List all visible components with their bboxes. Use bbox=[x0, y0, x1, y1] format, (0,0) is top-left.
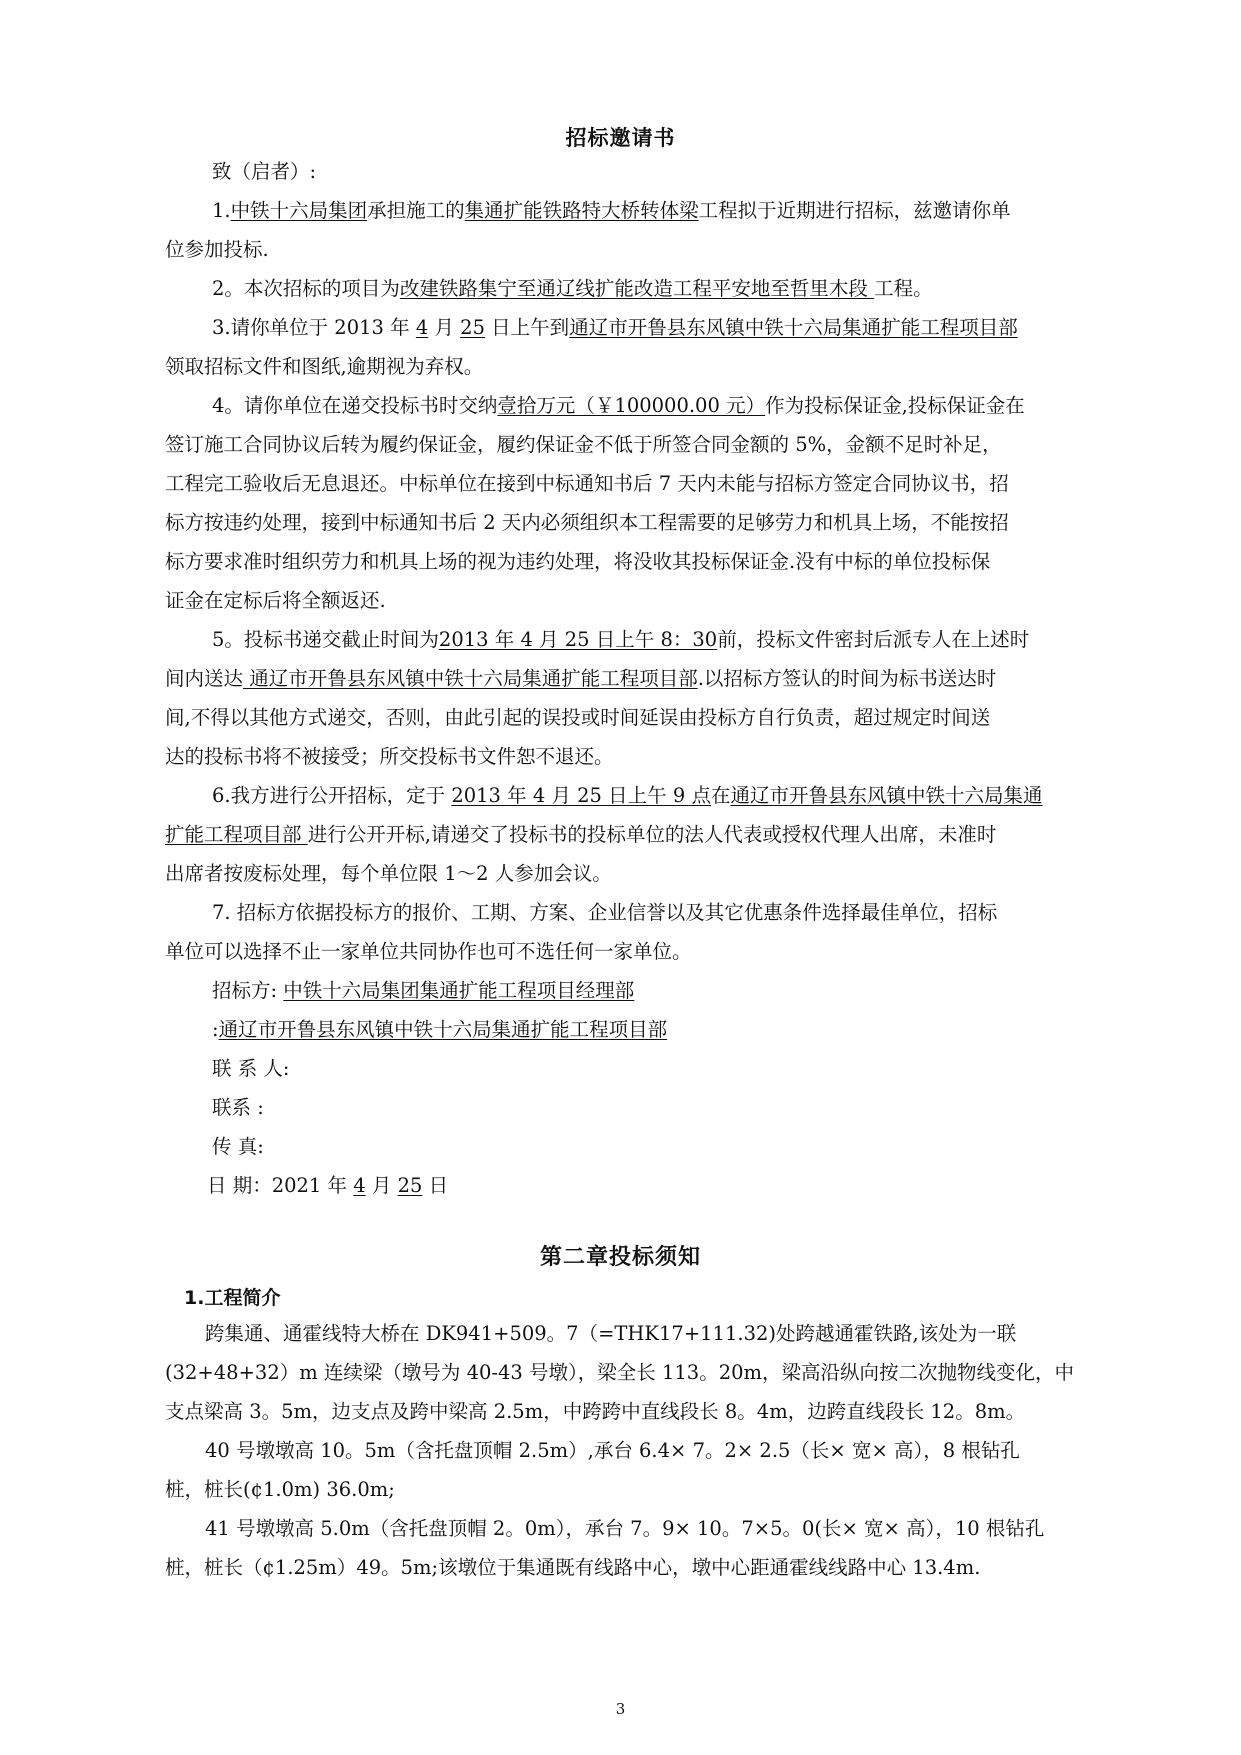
underlined-text: 通辽市开鲁县东风镇中铁十六局集通 bbox=[730, 784, 1043, 807]
text-segment: 月 bbox=[365, 1174, 398, 1197]
text-line bbox=[165, 706, 990, 730]
text-segment: 41 号墩墩高 5.0m（含托盘顶帽 2。0m），承台 7。9× 10。7×5。0(长× 宽× 高），10 根钻孔 bbox=[205, 1517, 1045, 1540]
underlined-text: 壹拾万元（￥100000.00 元） bbox=[497, 394, 766, 417]
text-line bbox=[205, 1439, 1020, 1463]
text-segment: 联系 : bbox=[212, 1096, 264, 1119]
section-title: 1.工程简介 bbox=[184, 1287, 281, 1309]
text-segment: 标方按违约处理，接到中标通知书后 2 天内必须组织本工程需要的足够劳力和机具上场，不能按招 bbox=[165, 511, 1009, 534]
underlined-text: 2013 年 4 月 25 日上午 9 点 bbox=[451, 784, 711, 807]
text-segment: 2。本次招标的项目为 bbox=[212, 277, 400, 300]
text-segment: 40 号墩墩高 10。5m（含托盘顶帽 2.5m）,承台 6.4× 7。2× 2.5（长× 宽× 高），8 根钻孔 bbox=[205, 1439, 1020, 1462]
page-number: 3 bbox=[615, 1700, 626, 1718]
text-line bbox=[212, 316, 1018, 340]
text-line bbox=[207, 1174, 448, 1198]
text-line bbox=[205, 1517, 1044, 1541]
text-segment: 承担施工的 bbox=[367, 199, 465, 222]
document-title: 招标邀请书 bbox=[565, 126, 676, 150]
text-segment: 日 期：2021 年 bbox=[207, 1174, 354, 1197]
underlined-text: 25 bbox=[397, 1174, 423, 1197]
text-segment: 跨集通、通霍线特大桥在 DK941+509。7（=THK17+111.32)处跨越通霍铁路,该处为一联 bbox=[205, 1322, 1017, 1345]
text-segment: 单位可以选择不止一家单位共同协作也可不选任何一家单位。 bbox=[165, 940, 692, 963]
text-segment: 领取招标文件和图纸,逾期视为弃权。 bbox=[165, 355, 484, 378]
text-line bbox=[165, 433, 1002, 457]
text-line bbox=[165, 511, 1009, 535]
text-line bbox=[212, 901, 997, 925]
underlined-text: 扩能工程项目部 bbox=[165, 823, 308, 846]
text-segment: 在 bbox=[710, 784, 731, 807]
text-segment: 传 真: bbox=[212, 1135, 264, 1158]
text-line bbox=[205, 1322, 1016, 1346]
text-segment: 桩，桩长（¢1.25m）49。5m;该墩位于集通既有线路中心，墩中心距通霍线线路中心 13.4m. bbox=[165, 1556, 981, 1579]
text-segment: 3.请你单位于 2013 年 bbox=[212, 316, 416, 339]
text-line bbox=[212, 979, 634, 1003]
underlined-text: 改建铁路集宁至通辽线扩能改造工程平安地至哲里木段 bbox=[399, 277, 875, 300]
text-segment: 月 bbox=[428, 316, 461, 339]
underlined-text: 集通扩能铁路特大桥转体梁 bbox=[464, 199, 699, 222]
text-segment: 位参加投标. bbox=[165, 238, 269, 261]
text-segment: 标方要求准时组织劳力和机具上场的视为违约处理，将没收其投标保证金.没有中标的单位投标保 bbox=[165, 550, 991, 573]
text-segment: 招标方: bbox=[212, 979, 284, 1002]
text-line bbox=[212, 394, 1025, 418]
text-segment: 日上午到 bbox=[484, 316, 570, 339]
text-segment: 7. 招标方依据投标方的报价、工期、方案、企业信誉以及其它优惠条件选择最佳单位，招标 bbox=[212, 901, 998, 924]
text-segment: 工程拟于近期进行招标，兹邀请你单 bbox=[698, 199, 1011, 222]
text-segment: 证金在定标后将全额返还. bbox=[165, 589, 386, 612]
text-segment: 间,不得以其他方式递交，否则，由此引起的误投或时间延误由投标方自行负责，超过规定时间送 bbox=[165, 706, 991, 729]
underlined-text: 通辽市开鲁县东风镇中铁十六局集通扩能工程项目部 bbox=[569, 316, 1018, 339]
text-line bbox=[165, 823, 996, 847]
text-segment: 致（启者）: bbox=[212, 160, 317, 183]
text-segment: 日 bbox=[422, 1174, 449, 1197]
chapter-title: 第二章投标须知 bbox=[539, 1245, 701, 1270]
text-line bbox=[165, 1361, 1074, 1385]
text-line bbox=[212, 199, 1011, 223]
text-line bbox=[165, 745, 614, 769]
text-segment: 桩，桩长(¢1.0m) 36.0m; bbox=[165, 1478, 395, 1501]
text-segment: 进行公开开标,请递交了投标书的投标单位的法人代表或授权代理人出席，未准时 bbox=[307, 823, 997, 846]
text-line bbox=[165, 355, 483, 379]
text-line bbox=[165, 1400, 1025, 1424]
text-line bbox=[165, 940, 692, 964]
underlined-text: 4 bbox=[415, 316, 429, 339]
text-segment: .以招标方签认的时间为标书送达时 bbox=[697, 667, 997, 690]
text-segment: 1. bbox=[212, 199, 231, 222]
text-segment: 工程。 bbox=[874, 277, 933, 300]
text-line bbox=[165, 1556, 980, 1580]
text-segment: 作为投标保证金,投标保证金在 bbox=[765, 394, 1025, 417]
text-segment: 4。请你单位在递交投标书时交纳 bbox=[212, 394, 498, 417]
underlined-text: 25 bbox=[460, 316, 485, 339]
text-segment: 前，投标文件密封后派专人在上述时 bbox=[717, 628, 1030, 651]
underlined-text: 通辽市开鲁县东风镇中铁十六局集通扩能工程项目部 bbox=[243, 667, 698, 690]
text-line bbox=[165, 238, 269, 262]
text-line bbox=[165, 472, 1009, 496]
text-line bbox=[212, 784, 1043, 808]
text-line bbox=[165, 667, 996, 691]
text-line bbox=[165, 589, 386, 613]
underlined-text: 2013 年 4 月 25 日上午 8：30 bbox=[438, 628, 718, 651]
text-line bbox=[165, 550, 990, 574]
text-line bbox=[212, 277, 933, 301]
underlined-text: 中铁十六局集团 bbox=[230, 199, 368, 222]
text-line bbox=[212, 1096, 264, 1120]
text-segment: 工程完工验收后无息退还。中标单位在接到中标通知书后 7 天内未能与招标方签定合同协议书，招 bbox=[165, 472, 1009, 495]
underlined-text: 中铁十六局集团集通扩能工程项目经理部 bbox=[283, 979, 635, 1002]
underlined-text: 通辽市开鲁县东风镇中铁十六局集通扩能工程项目部 bbox=[218, 1018, 668, 1041]
text-segment: 间内送达 bbox=[165, 667, 244, 690]
underlined-text: 4 bbox=[353, 1174, 366, 1197]
text-line bbox=[165, 1478, 395, 1502]
text-line bbox=[212, 1135, 264, 1159]
text-segment: 5。投标书递交截止时间为 bbox=[212, 628, 439, 651]
text-segment: 达的投标书将不被接受；所交投标书文件恕不退还。 bbox=[165, 745, 614, 768]
text-line bbox=[212, 160, 316, 184]
text-segment: (32+48+32）m 连续梁（墩号为 40-43 号墩），梁全长 113。20m，梁高沿纵向按二次抛物线变化，中 bbox=[165, 1361, 1074, 1384]
text-segment: 支点梁高 3。5m，边支点及跨中梁高 2.5m，中跨跨中直线段长 8。4m，边跨直线段长 12。8m。 bbox=[165, 1400, 1026, 1423]
text-segment: 联 系 人: bbox=[212, 1057, 290, 1080]
text-segment: 6.我方进行公开招标，定于 bbox=[212, 784, 452, 807]
text-line bbox=[212, 628, 1029, 652]
text-line bbox=[212, 1057, 289, 1081]
text-line bbox=[165, 862, 612, 886]
text-segment: 出席者按废标处理，每个单位限 1～2 人参加会议。 bbox=[165, 862, 612, 885]
text-segment: : bbox=[212, 1018, 219, 1041]
text-segment: 签订施工合同协议后转为履约保证金，履约保证金不低于所签合同金额的 5%，金额不足时补足， bbox=[165, 433, 1002, 456]
text-line bbox=[212, 1018, 667, 1042]
